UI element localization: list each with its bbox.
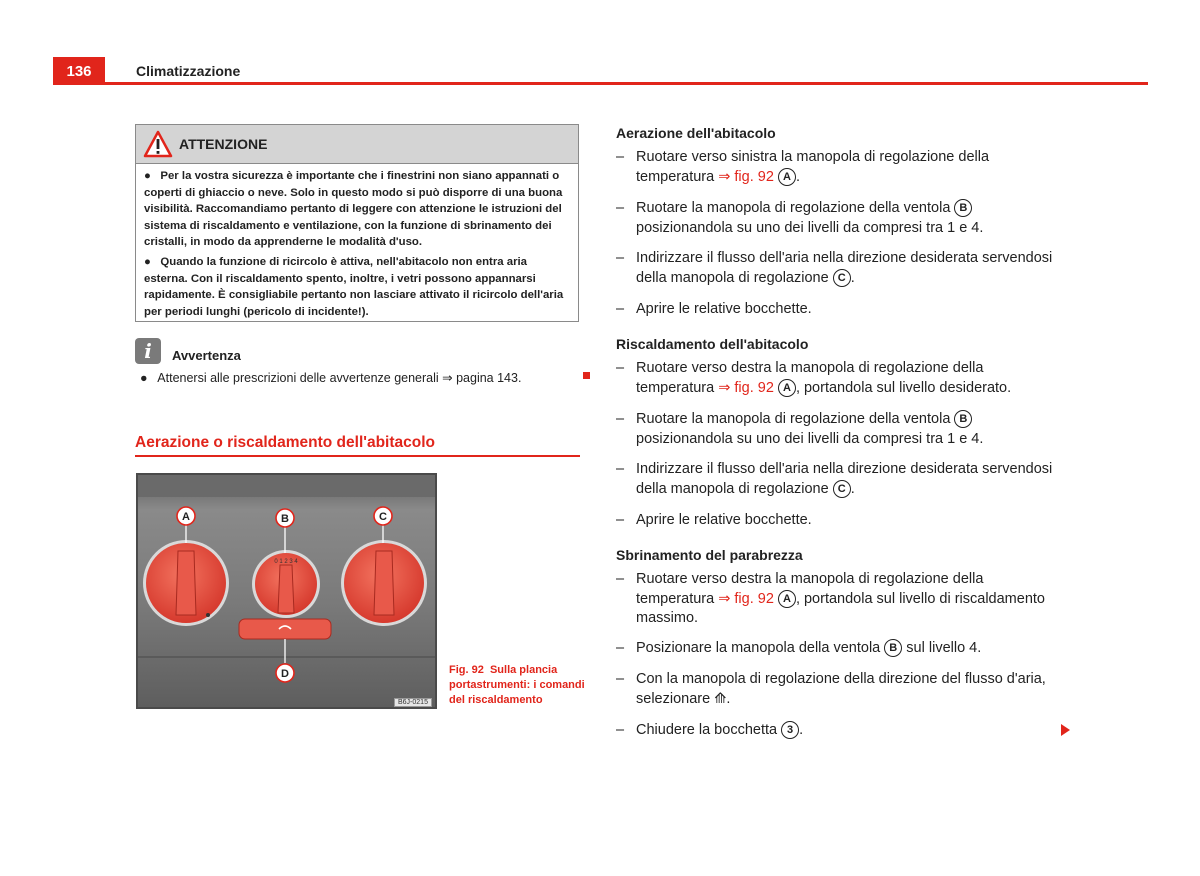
item-text: . (795, 168, 800, 185)
figure-caption-prefix: Fig. 92 (449, 664, 484, 676)
list-item (616, 639, 1061, 659)
dash: – (616, 640, 625, 656)
circled-label: 3 (781, 721, 799, 739)
knob-fan (252, 550, 320, 618)
circled-label: A (778, 168, 796, 186)
warning-bullet: ● Quando la funzione di ricircolo è attiva, nell'abitacolo non entra aria esterna. Con il riscaldamento spento, inoltre, i vetri possono appannarsi rapidamente. È consigliabile pertanto non lasciare attivato il ricircolo dell'aria per periodi lunghi (pericolo di incidente!). (144, 255, 564, 318)
dash: – (616, 512, 625, 528)
warning-title: ATTENZIONE (179, 136, 268, 152)
note-title: Avvertenza (172, 348, 241, 363)
item-text: , portandola sul livello desiderato. (795, 379, 1012, 396)
list-item (616, 570, 1061, 629)
page-number: 136 (53, 57, 105, 85)
item-text: . (799, 722, 804, 738)
figure-caption (449, 663, 589, 708)
circled-label: A (778, 590, 796, 608)
circled-label: B (954, 199, 972, 217)
callout-d-text: D (281, 668, 289, 680)
callout-b-text: B (281, 513, 289, 525)
item-text: Ruotare la manopola di regolazione della ventola (636, 200, 955, 216)
dash: – (616, 250, 625, 266)
list-item (616, 410, 1061, 449)
defrost-symbol-icon: ⟰ (714, 690, 727, 707)
heading-defrost: Sbrinamento del parabrezza (616, 547, 803, 563)
note-text-content: Attenersi alle prescrizioni delle avvertenze generali ⇒ pagina 143. (157, 371, 522, 385)
chapter-title: Climatizzazione (136, 63, 241, 79)
list-item (616, 249, 1061, 288)
warning-bullet-text: Per la vostra sicurezza è importante che i finestrini non siano appannati o coperti di ghiaccio o neve. Solo in questo modo si può disporre di una buona visibilità. Raccomandiamo pertanto di leggere con attenzione le istruzioni del sistema di riscaldamento e ventilazione, con la funzione di sbrinamento dei cristalli, in modo da apprenderne le modalità d'uso. (144, 170, 563, 249)
info-icon: i (135, 338, 161, 364)
circled-label: B (884, 639, 902, 657)
dash: – (616, 411, 625, 427)
callout-a-text: A (182, 511, 190, 523)
item-text: , portandola sul livello di riscaldamento massimo. (636, 590, 1045, 626)
item-text: Aprire le relative bocchette. (636, 512, 812, 528)
item-text: Indirizzare il flusso dell'aria nella direzione desiderata servendosi della manopola di regolazione (636, 250, 1053, 286)
item-text: Posizionare la manopola della ventola (636, 640, 885, 656)
end-marker-icon (583, 372, 590, 379)
warning-triangle-icon (143, 130, 173, 158)
panel-top-edge (138, 475, 435, 497)
item-text: Ruotare verso sinistra la manopola di regolazione della temperatura (636, 149, 990, 185)
header-rule (105, 82, 1148, 85)
svg-text:0 1 2 3 4: 0 1 2 3 4 (274, 559, 298, 565)
figure-reference-link[interactable]: ⇒ fig. 92 (718, 379, 774, 396)
item-text: Ruotare verso destra la manopola di regolazione della temperatura (636, 571, 984, 607)
item-text: Indirizzare il flusso dell'aria nella direzione desiderata servendosi della manopola di regolazione (636, 461, 1053, 497)
callout-b (276, 509, 294, 527)
item-text: Chiudere la bocchetta (636, 722, 782, 738)
figure-reference-link[interactable]: ⇒ fig. 92 (718, 168, 774, 185)
section-rule (135, 455, 580, 457)
knob-temperature (143, 540, 229, 626)
item-text: Ruotare verso destra la manopola di regolazione della temperatura (636, 360, 984, 396)
callout-c-text: C (379, 511, 387, 523)
figure-reference-link[interactable]: ⇒ fig. 92 (718, 590, 774, 607)
item-text: . (850, 269, 855, 286)
item-text: . (726, 690, 731, 707)
item-text: sul livello 4. (902, 640, 982, 656)
list-item (616, 460, 1061, 499)
dash: – (616, 301, 625, 317)
list-item (616, 670, 1061, 709)
circled-label: B (954, 410, 972, 428)
warning-box (135, 124, 579, 322)
note-text: ● Attenersi alle prescrizioni delle avvertenze generali ⇒ pagina 143. (140, 371, 522, 385)
dash: – (616, 722, 625, 738)
warning-header (136, 125, 578, 164)
list-item (616, 511, 1061, 531)
dash: – (616, 671, 625, 687)
knob-air-direction (341, 540, 427, 626)
callout-d (276, 664, 294, 682)
item-text: Aprire le relative bocchette. (636, 301, 812, 317)
dash: – (616, 200, 625, 216)
item-text: Con la manopola di regolazione della direzione del flusso d'aria, selezionare (636, 671, 1046, 707)
recirculation-button (239, 619, 331, 639)
warning-body (136, 164, 578, 320)
circled-label: A (778, 379, 796, 397)
dash: – (616, 360, 625, 376)
heading-ventilation: Aerazione dell'abitacolo (616, 125, 776, 141)
item-text: Ruotare la manopola di regolazione della ventola (636, 411, 955, 427)
figure-code: B6J-0215 (394, 698, 432, 707)
heading-heating: Riscaldamento dell'abitacolo (616, 336, 809, 352)
warning-bullet: ● Per la vostra sicurezza è importante che i finestrini non siano appannati o coperti di ghiaccio o neve. Solo in questo modo si può disporre di una buona visibilità. Raccomandiamo pertanto di leggere con attenzione le istruzioni del sistema di riscaldamento e ventilazione, con la funzione di sbrinamento dei cristalli, in modo da apprenderne le modalità d'uso. (144, 170, 563, 249)
list-item (616, 199, 1061, 238)
dash: – (616, 149, 625, 165)
list-item (616, 721, 1061, 741)
item-text: posizionandola su uno dei livelli da compresi tra 1 e 4. (636, 219, 984, 236)
section-title: Aerazione o riscaldamento dell'abitacolo (135, 434, 435, 451)
circled-label: C (833, 269, 851, 287)
heating-controls-figure (136, 473, 437, 709)
list-item (616, 148, 1061, 187)
item-text: . (850, 480, 855, 497)
circled-label: C (833, 480, 851, 498)
item-text: posizionandola su uno dei livelli da compresi tra 1 e 4. (636, 430, 984, 447)
continue-arrow-icon (1061, 724, 1070, 736)
callout-a (177, 507, 195, 525)
dash: – (616, 461, 625, 477)
list-item (616, 359, 1061, 398)
list-item (616, 300, 1061, 320)
figure-caption-text: Sulla plancia portastrumenti: i comandi del riscaldamento (449, 664, 585, 706)
callout-c (374, 507, 392, 525)
dash: – (616, 571, 625, 587)
warning-bullet-text: Quando la funzione di ricircolo è attiva, nell'abitacolo non entra aria esterna. Con il riscaldamento spento, inoltre, i vetri possono appannarsi rapidamente. È consigliabile pertanto non lasciare attivato il ricircolo dell'aria per periodi lunghi (pericolo di incidente!). (144, 255, 564, 318)
